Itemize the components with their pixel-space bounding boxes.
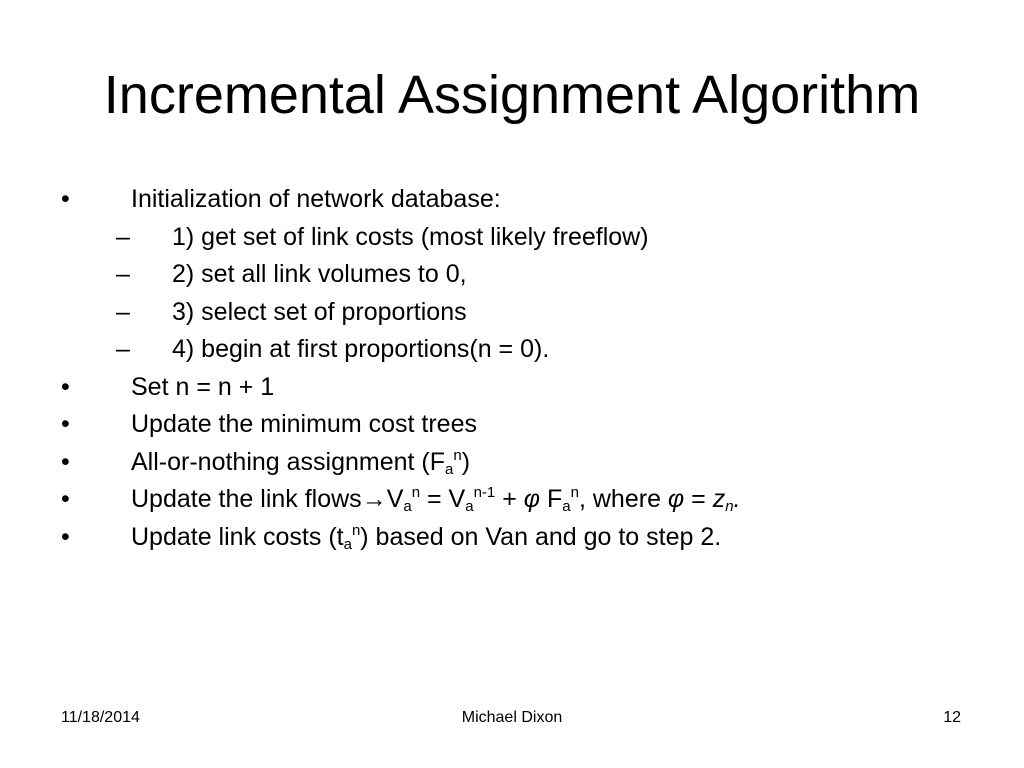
text-run: + bbox=[495, 485, 524, 513]
bullet-text bbox=[172, 294, 467, 332]
text-run: n bbox=[570, 484, 579, 501]
bullet-text bbox=[172, 219, 649, 257]
bullet-text bbox=[131, 481, 741, 519]
footer-author: Michael Dixon bbox=[461, 709, 563, 726]
bullet-marker: • bbox=[61, 372, 70, 401]
text-run: 2) set all link volumes to 0, bbox=[172, 260, 467, 288]
text-run: V bbox=[386, 485, 404, 513]
bullet-text bbox=[172, 331, 549, 369]
text-run: n-1 bbox=[473, 484, 496, 501]
text-run: 4) begin at first proportions(n = 0). bbox=[172, 335, 550, 363]
bullet-item bbox=[0, 369, 1024, 407]
bullet-item bbox=[0, 444, 1024, 482]
text-run: φ bbox=[523, 485, 541, 513]
text-run: n bbox=[453, 446, 462, 464]
bullet-text bbox=[172, 256, 467, 294]
text-run: ) bbox=[461, 447, 471, 476]
dash-marker: – bbox=[116, 335, 130, 363]
text-run: 1) get set of link costs (most likely freeflow) bbox=[172, 222, 649, 251]
bullet-text bbox=[131, 444, 470, 482]
arrow-right-icon: → bbox=[361, 485, 387, 513]
sub-bullet-item bbox=[0, 331, 1024, 369]
slide-title: Incremental Assignment Algorithm bbox=[103, 65, 921, 125]
sub-bullet-item bbox=[0, 256, 1024, 294]
bullet-item bbox=[0, 181, 1024, 219]
footer-date: 11/18/2014 bbox=[61, 709, 140, 726]
bullet-marker: • bbox=[61, 447, 70, 476]
text-run: z bbox=[712, 485, 726, 513]
text-run: = bbox=[684, 485, 713, 513]
text-run: a bbox=[465, 498, 474, 515]
dash-marker: – bbox=[116, 222, 130, 251]
sub-bullet-item bbox=[0, 294, 1024, 332]
text-run: n bbox=[411, 484, 421, 501]
text-run: a bbox=[403, 498, 412, 515]
page-number: 12 bbox=[943, 709, 961, 726]
dash-marker: – bbox=[116, 260, 130, 288]
text-run: . bbox=[733, 485, 741, 513]
text-run: = V bbox=[420, 485, 466, 513]
text-run: Initialization of network database: bbox=[131, 185, 501, 213]
dash-marker: – bbox=[116, 297, 130, 326]
text-run: a bbox=[343, 535, 352, 553]
text-run: n bbox=[725, 498, 734, 515]
text-run: Set n = n + 1 bbox=[131, 372, 275, 401]
text-run: All-or-nothing assignment (F bbox=[131, 447, 446, 476]
text-run: φ bbox=[667, 485, 685, 513]
bullet-item bbox=[0, 481, 1024, 519]
text-run: Update link costs (t bbox=[131, 522, 344, 551]
text-run: a bbox=[562, 498, 571, 515]
sub-bullet-item bbox=[0, 219, 1024, 257]
text-run: a bbox=[445, 460, 454, 478]
bullet-text bbox=[131, 181, 501, 219]
text-run: 3) select set of proportions bbox=[172, 297, 467, 326]
text-run: ) based on Van and go to step 2. bbox=[360, 522, 722, 551]
text-run: , where bbox=[578, 485, 668, 513]
bullet-text bbox=[131, 519, 721, 557]
bullet-text bbox=[131, 369, 274, 407]
text-run: F bbox=[540, 485, 563, 513]
bullet-item bbox=[0, 519, 1024, 557]
bullet-marker: • bbox=[61, 410, 70, 438]
text-run: Update the minimum cost trees bbox=[131, 410, 477, 438]
text-run: n bbox=[351, 521, 361, 539]
bullet-marker: • bbox=[61, 485, 70, 513]
bullet-marker: • bbox=[61, 185, 70, 213]
bullet-marker: • bbox=[61, 522, 70, 551]
text-run: Update the link flows bbox=[131, 485, 362, 513]
bullet-item bbox=[0, 406, 1024, 444]
bullet-text bbox=[131, 406, 477, 444]
bullet-list bbox=[0, 181, 1024, 556]
